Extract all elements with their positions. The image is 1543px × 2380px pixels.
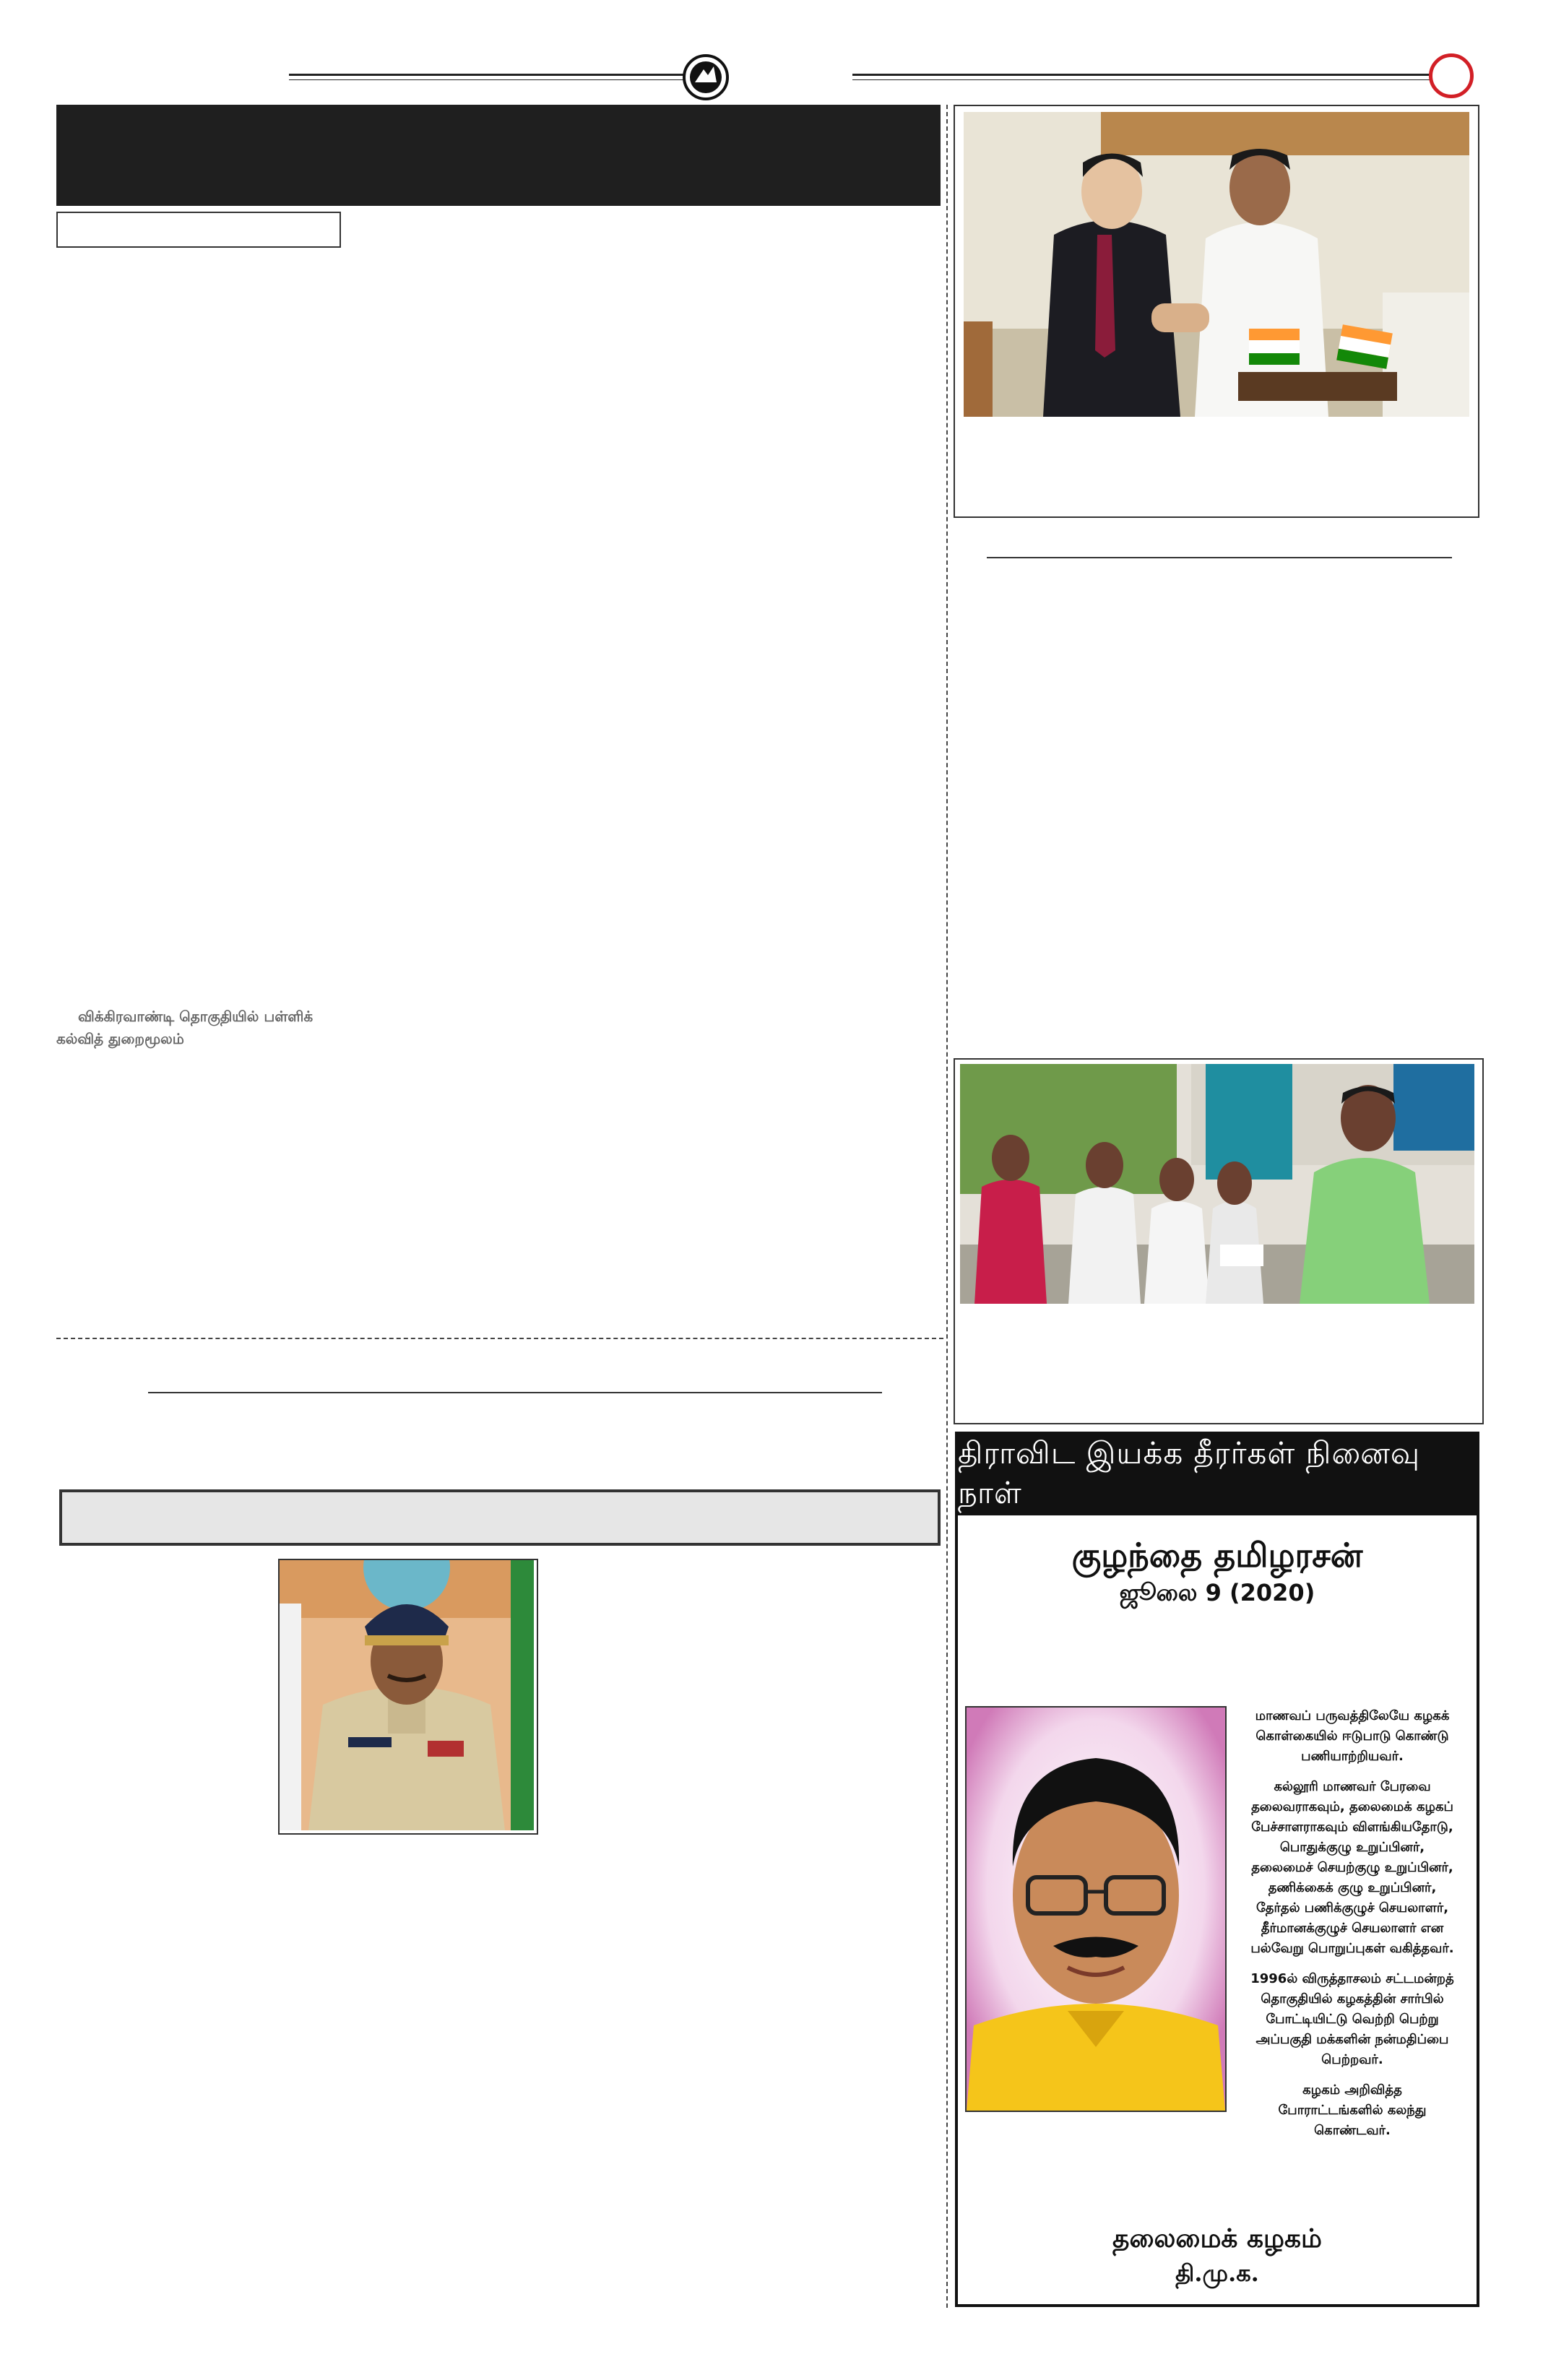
masthead-rule-left bbox=[289, 74, 685, 76]
masthead-rule-right bbox=[852, 74, 1430, 76]
party-emblem-icon bbox=[682, 53, 730, 101]
tribute-ad bbox=[955, 1432, 1479, 2307]
tribute-header: திராவிட இயக்க தீரர்கள் நினைவு நாள் bbox=[958, 1435, 1421, 1510]
caption-line-1: விக்கிரவாண்டி தொகுதியில் பள்ளிக் bbox=[78, 1008, 314, 1025]
bio-line: தலைவராகவும், தலைமைக் கழகப் bbox=[1251, 1799, 1453, 1814]
handshake-meeting-photo bbox=[964, 112, 1469, 417]
tribute-header-bar bbox=[958, 1435, 1477, 1515]
tribute-name: குழந்தை தமிழரசன் bbox=[1071, 1536, 1363, 1575]
bio-paragraph-2 bbox=[1231, 1777, 1474, 1959]
masthead-rule-right-thin bbox=[852, 79, 1430, 80]
bio-line: தீர்மானக்குழுச் செயலாளர் என bbox=[1261, 1921, 1444, 1936]
bio-line: போட்டியிட்டு வெற்றி பெற்று bbox=[1266, 2012, 1439, 2027]
tribute-footer-line2: தி.மு.க. bbox=[1175, 2259, 1259, 2287]
bio-line: தணிக்கைக் குழு உறுப்பினர், bbox=[1268, 1880, 1437, 1895]
petition-handover-photo bbox=[960, 1064, 1474, 1304]
tribute-date: ஜூலை 9 (2020) bbox=[1119, 1579, 1315, 1606]
bio-line: தொகுதியில் கழகத்தின் சார்பில் bbox=[1261, 1991, 1444, 2007]
tribute-bio bbox=[1231, 1706, 1474, 2141]
bio-paragraph-1 bbox=[1231, 1706, 1474, 1767]
column-divider bbox=[946, 105, 948, 2308]
caption-fragment bbox=[56, 1005, 418, 1050]
bio-line: கழகம் அறிவித்த bbox=[1302, 2082, 1402, 2098]
article-rule bbox=[148, 1392, 882, 1393]
bio-line: தலைமைச் செயற்குழு உறுப்பினர், bbox=[1251, 1860, 1453, 1875]
police-officer-photo bbox=[278, 1559, 538, 1835]
tribute-portrait bbox=[965, 1706, 1227, 2112]
bio-line: பல்வேறு பொறுப்புகள் வகித்தவர். bbox=[1250, 1941, 1454, 1956]
article-title-bar bbox=[59, 1489, 941, 1546]
byline-box bbox=[56, 212, 341, 248]
bio-paragraph-4 bbox=[1231, 2080, 1474, 2141]
caption-line-2: கல்வித் துறைமூலம் bbox=[56, 1030, 184, 1047]
headline-banner bbox=[56, 105, 941, 206]
bio-line: பெற்றவர். bbox=[1321, 2052, 1383, 2067]
bio-line: பணியாற்றியவர். bbox=[1301, 1749, 1404, 1764]
right-article-rule bbox=[987, 557, 1452, 558]
bio-line: போராட்டங்களில் கலந்து bbox=[1278, 2103, 1427, 2118]
bio-line: மாணவப் பருவத்திலேயே கழகக் bbox=[1255, 1708, 1450, 1723]
top-news-photo-box bbox=[954, 105, 1479, 518]
page-number-circle bbox=[1429, 53, 1474, 98]
bio-paragraph-3 bbox=[1231, 1969, 1474, 2070]
bio-line: அப்பகுதி மக்களின் நன்மதிப்பை bbox=[1255, 2032, 1449, 2047]
masthead-rule-left-thin bbox=[289, 79, 685, 80]
bio-line: தேர்தல் பணிக்குழுச் செயலாளர், bbox=[1255, 1900, 1449, 1916]
bio-line: கொள்கையில் ஈடுபாடு கொண்டு bbox=[1255, 1728, 1449, 1744]
tribute-footer-line1: தலைமைக் கழகம் bbox=[1112, 2223, 1322, 2254]
bio-line: கொண்டவர். bbox=[1314, 2123, 1391, 2138]
bio-line: கல்லூரி மாணவர் பேரவை bbox=[1274, 1779, 1431, 1794]
bio-line: 1996ல் விருத்தாசலம் சட்டமன்றத் bbox=[1250, 1971, 1454, 1986]
bio-line: பேச்சாளராகவும் விளங்கியதோடு, bbox=[1251, 1819, 1453, 1835]
middle-news-photo-box bbox=[954, 1058, 1484, 1424]
bio-line: பொதுக்குழு உறுப்பினர், bbox=[1279, 1840, 1425, 1855]
section-divider bbox=[56, 1338, 943, 1339]
